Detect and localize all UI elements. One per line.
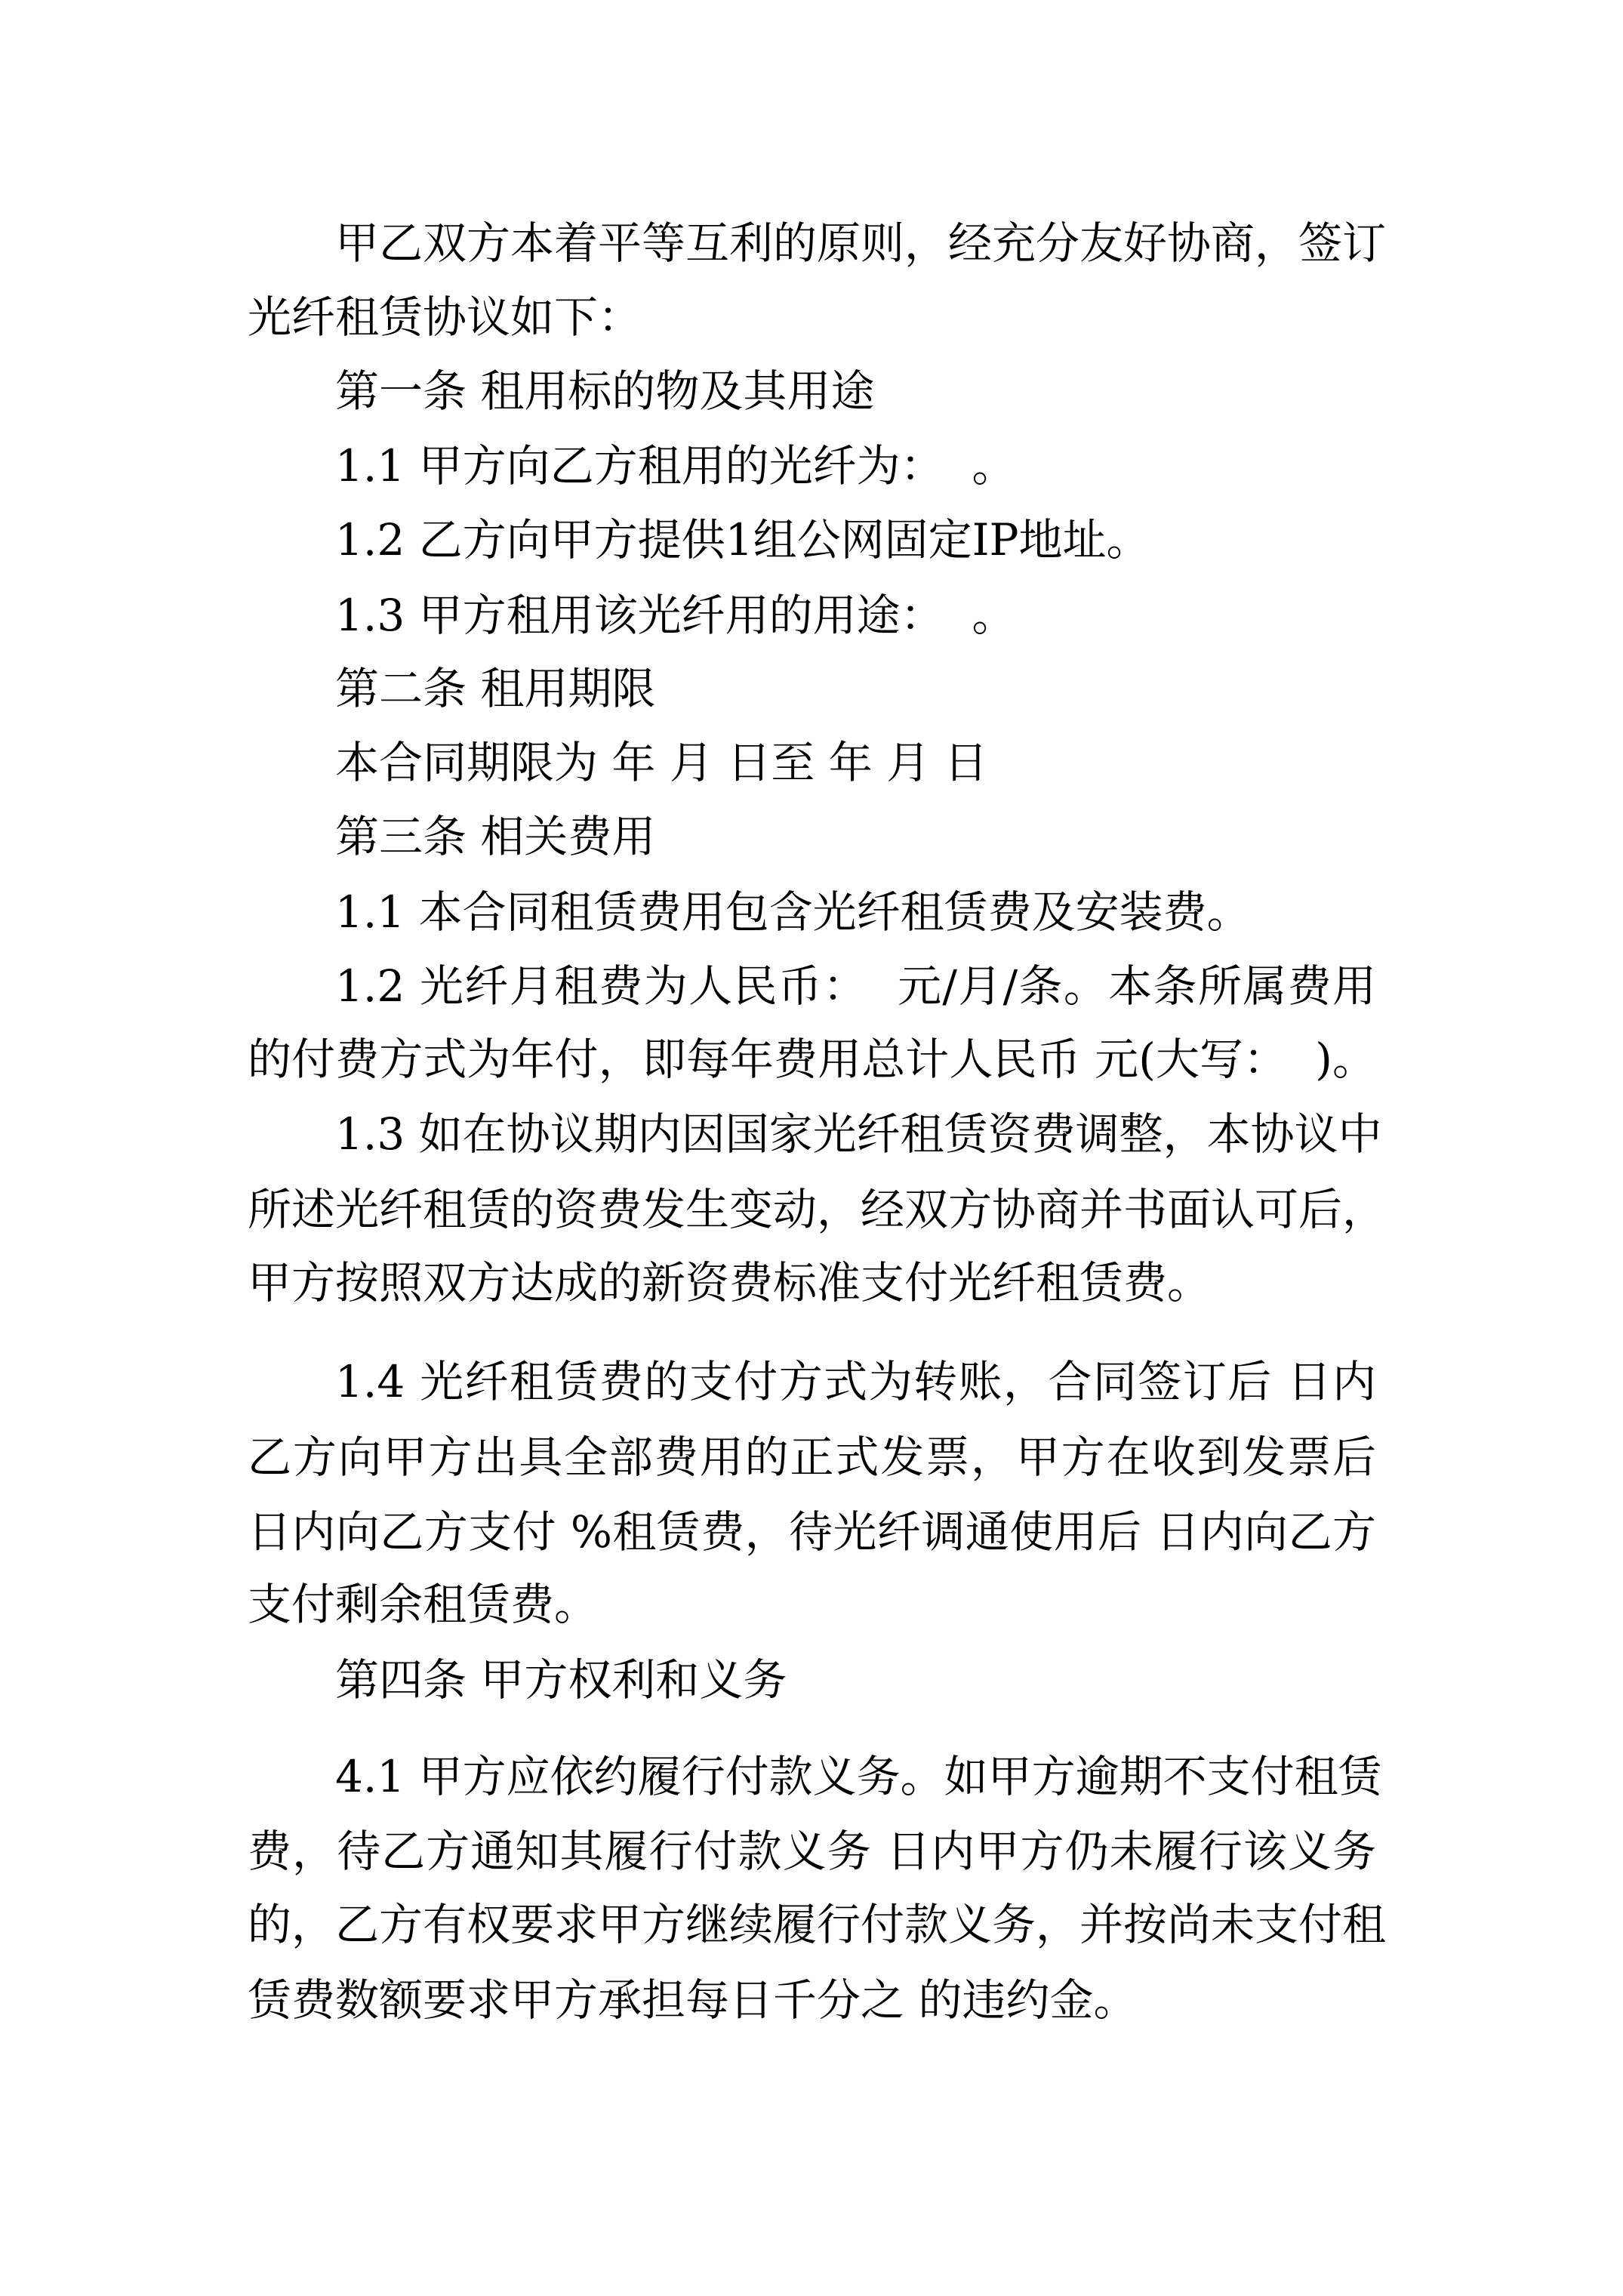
text-line: 赁费数额要求甲方承担每日千分之 的违约金。 (248, 1974, 1138, 2026)
text-line: 本合同期限为 年 月 日至 年 月 日 (335, 737, 988, 788)
text-line: 1.2 光纤月租费为人民币： 元/月/条。本条所属费用 (335, 960, 1376, 1012)
text-line: 甲方按照双方达成的新资费标准支付光纤租赁费。 (248, 1257, 1212, 1308)
section-heading: 第三条 相关费用 (335, 811, 656, 862)
text-line: 1.3 如在协议期内因国家光纤租赁资费调整，本协议中 (335, 1108, 1382, 1160)
text-line: 1.2 乙方向甲方提供1组公网固定IP地址。 (335, 514, 1150, 566)
text-line: 甲乙双方本着平等互利的原则，经充分友好协商，签订 (335, 217, 1387, 269)
text-line: 1.4 光纤租赁费的支付方式为转账，合同签订后 日内 (335, 1356, 1376, 1407)
text-line: 日内向乙方支付 %租赁费，待光纤调通使用后 日内向乙方 (248, 1506, 1376, 1558)
text-line: 的付费方式为年付，即每年费用总计人民币 元(大写： )。 (248, 1034, 1376, 1085)
section-heading: 第四条 甲方权利和义务 (335, 1654, 787, 1706)
text-line: 1.1 本合同租赁费用包含光纤租赁费及安装费。 (335, 886, 1251, 938)
text-line: 1.1 甲方向乙方租用的光纤为： 。 (335, 440, 1016, 492)
text-line: 1.3 甲方租用该光纤用的用途： 。 (335, 590, 1016, 641)
text-line: 的，乙方有权要求甲方继续履行付款义务，并按尚未支付租 (248, 1899, 1387, 1950)
text-line: 所述光纤租赁的资费发生变动，经双方协商并书面认可后， (248, 1184, 1387, 1235)
text-line: 乙方向甲方出具全部费用的正式发票，甲方在收到发票后 (248, 1432, 1376, 1483)
section-heading: 第一条 租用标的物及其用途 (335, 365, 875, 417)
text-line: 支付剩余租赁费。 (248, 1579, 599, 1630)
text-line: 费，待乙方通知其履行付款义务 日内甲方仍未履行该义务 (248, 1826, 1376, 1877)
text-line: 4.1 甲方应依约履行付款义务。如甲方逾期不支付租赁 (335, 1751, 1382, 1802)
text-line: 光纤租赁协议如下： (248, 291, 642, 343)
section-heading: 第二条 租用期限 (335, 663, 656, 714)
